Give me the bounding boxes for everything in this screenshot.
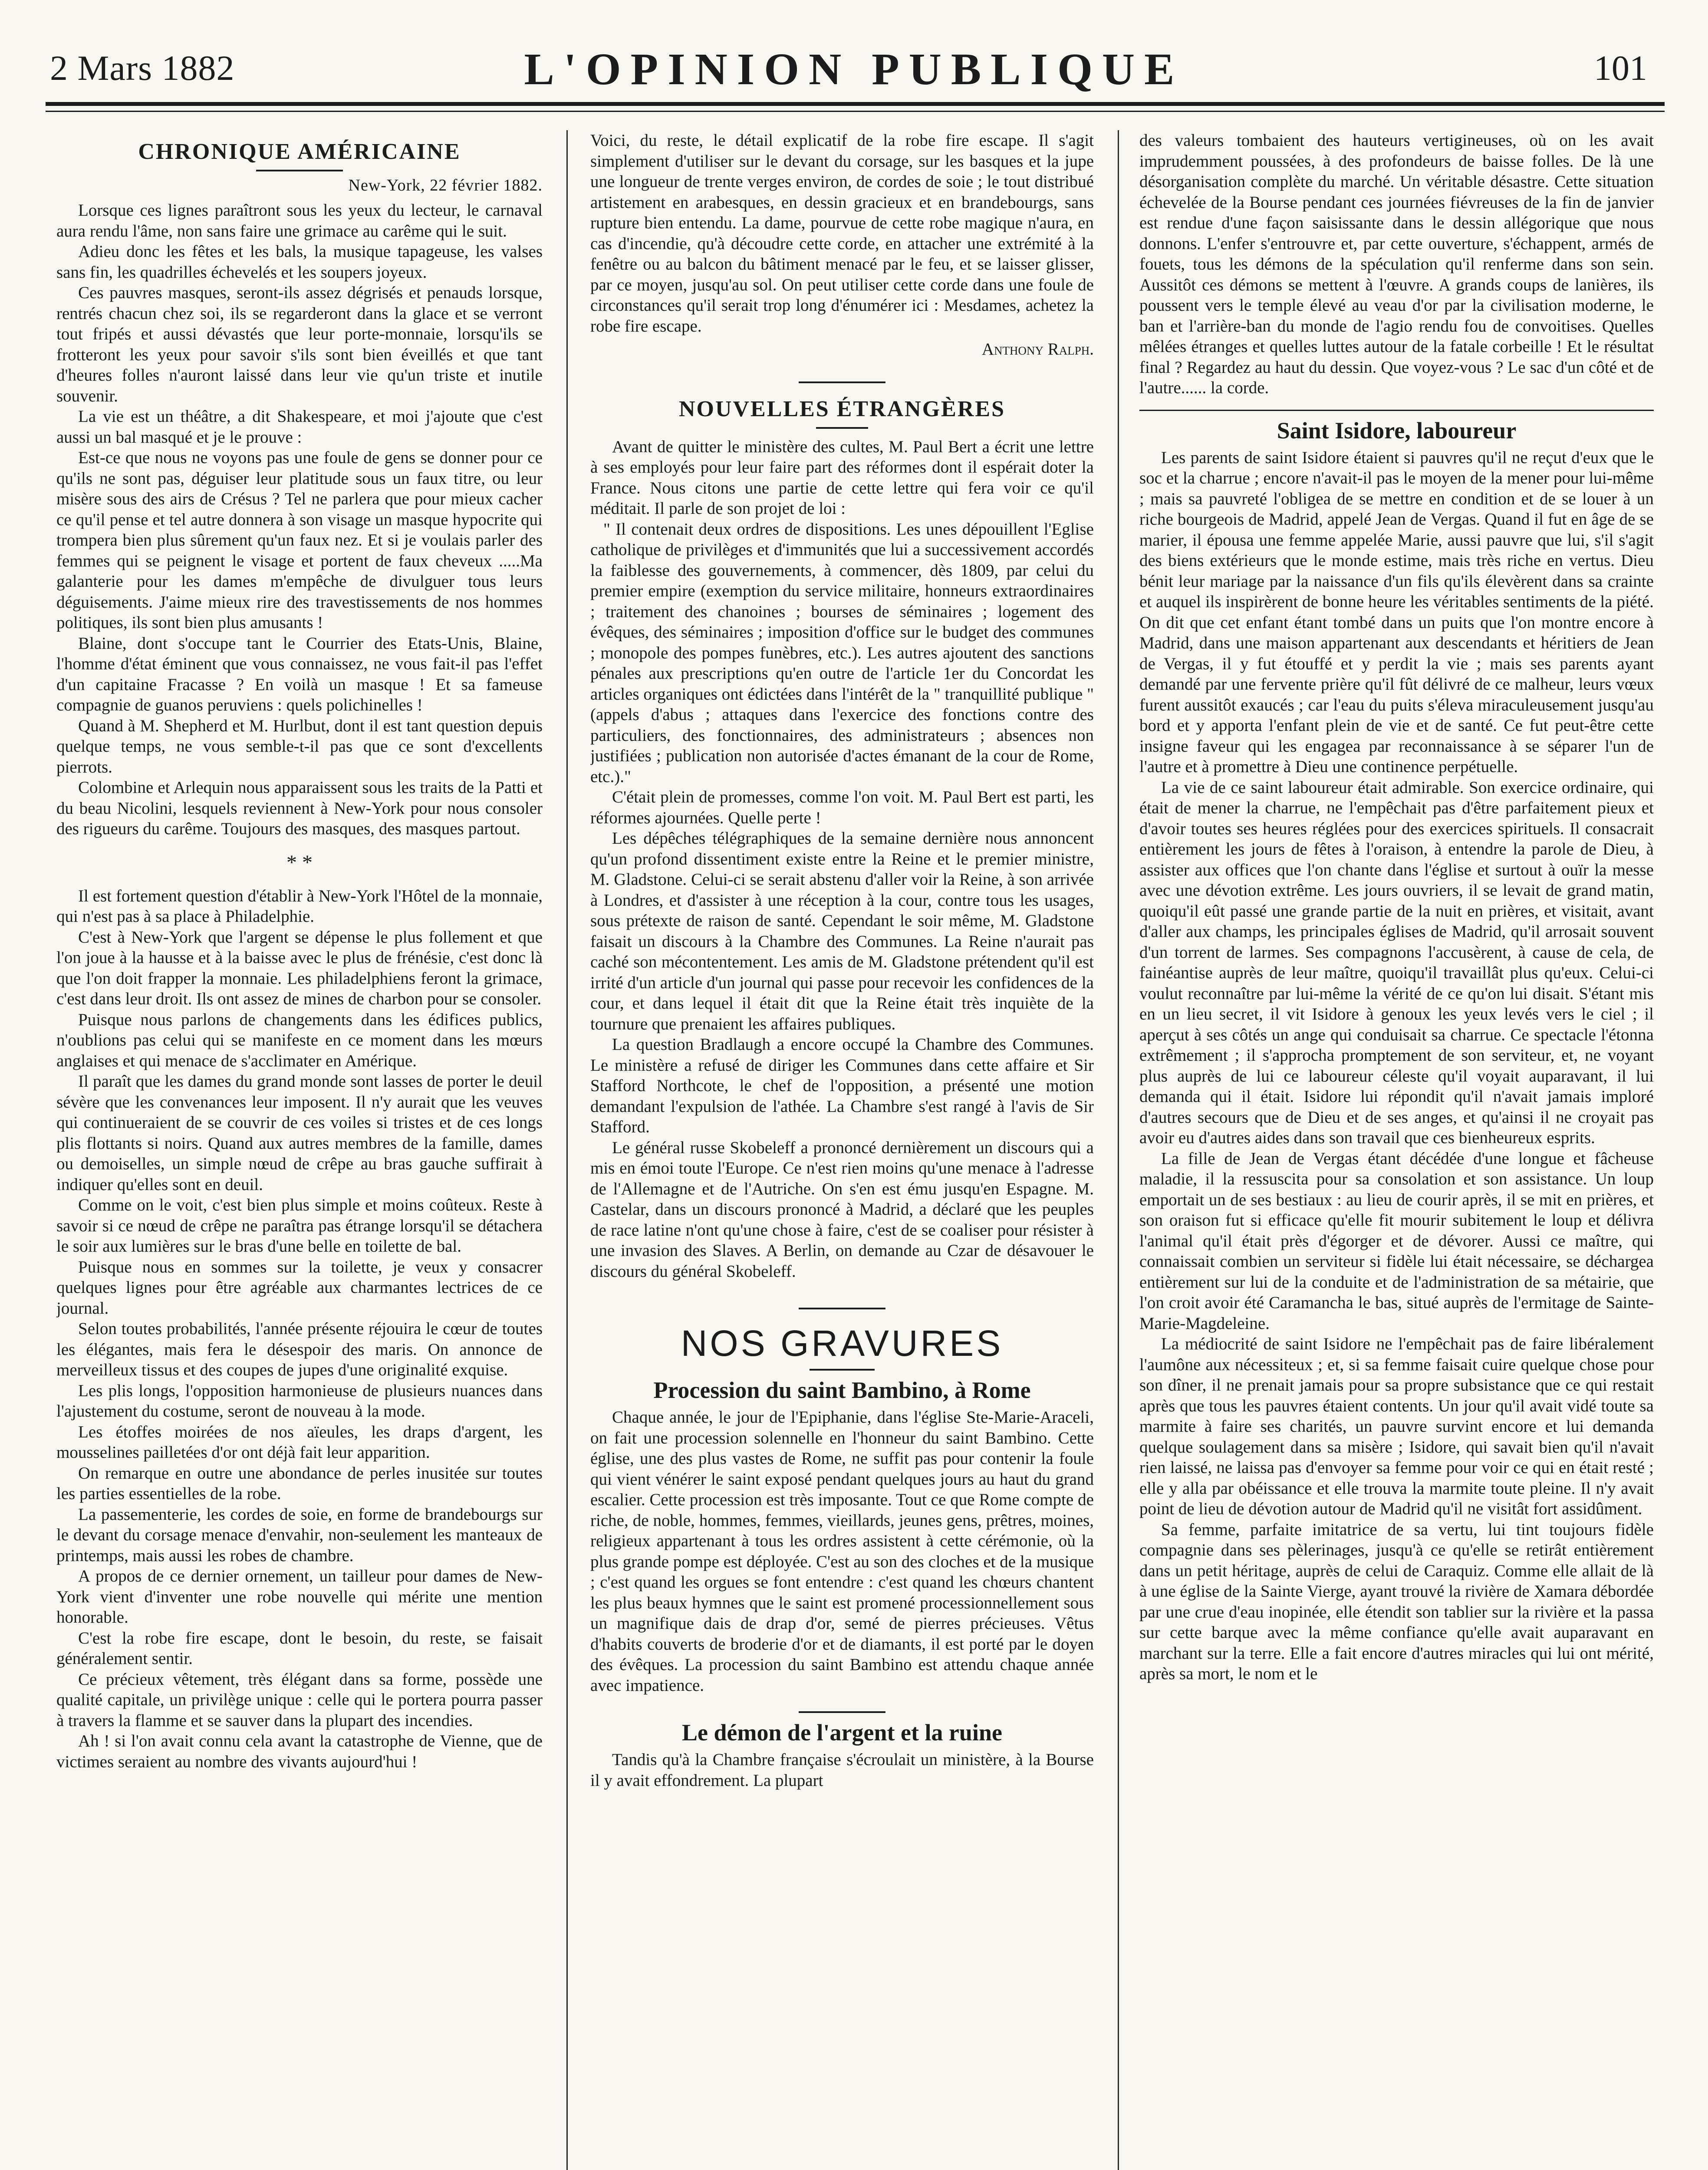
- section-rule: [1139, 410, 1654, 411]
- paragraph: Blaine, dont s'occupe tant le Courrier des Etats-Unis, Blaine, l'homme d'état éminent que vous connaissez, ne vous fait-il pas l'effet d'un capitaine Fracasse ? En voilà un masque ! Et sa fameuse compagnie de guanos peruviens : quels polichinelles !: [56, 634, 543, 714]
- paragraph: C'est à New-York que l'argent se dépense le plus follement et que l'on joue à la hausse et à la baisse avec le plus de frénésie, c'est donc là que l'on doit frapper la monnaie. Les philadelphiens feront la grimace, c'est dans leur droit. Ils ont assez de mines de charbon pour se consoler.: [56, 927, 543, 1008]
- paragraph: Avant de quitter le ministère des cultes, M. Paul Bert a écrit une lettre à ses employés pour leur faire part des réformes dont il espérait doter la France. Nous citons une partie de cette lettre qui fera voir ce qu'il méditait. Il parle de son projet de loi :: [590, 437, 1094, 518]
- column-divider: [1118, 130, 1119, 2170]
- section-rule: [799, 381, 885, 383]
- paragraph: La médiocrité de saint Isidore ne l'empêchait pas de faire libéralement l'aumône aux nécessiteux ; et, si sa femme faisait cuire quelque chose pour son dîner, il ne prenait jamais pour sa propre subsistance que ce qui restait après que tous les pauvres étaient contents. Un jour qu'il avait vidé toute sa marmite à faire ses charités, un pauvre survint encore et lui demanda quelque soulagement dans sa misère ; Isidore, qui savait bien qu'il n'avait rien laissé, ne laissa pas d'envoyer sa femme pour voir ce qui en était resté ; elle y alla par obéissance et elle trouva la marmite toute pleine. Il n'y avait point de lieu de dévotion autour de Madrid qu'il ne visitât fort assidûment.: [1139, 1335, 1654, 1518]
- paragraph: Tandis qu'à la Chambre française s'écroulait un ministère, à la Bourse il y avait effondrement. La plupart: [590, 1750, 1094, 1790]
- article-title-nouvelles: NOUVELLES ÉTRANGÈRES: [678, 396, 1006, 421]
- column-3: [1139, 130, 1654, 2170]
- title-rule: [256, 170, 343, 171]
- title-rule: [810, 1369, 875, 1371]
- paragraph: La question Bradlaugh a encore occupé la Chambre des Communes. Le ministère a refusé de diriger les Communes dans cette affaire et Sir Stafford Northcote, le chef de l'opposition, a présenté une motion demandant l'expulsion de l'athée. La Chambre s'est rangé à l'avis de Sir Stafford.: [590, 1035, 1094, 1136]
- paragraph: La vie est un théâtre, a dit Shakespeare, et moi j'ajoute que c'est aussi un bal masqué et je le prouve :: [56, 407, 543, 447]
- paragraph: Puisque nous en sommes sur la toilette, je veux y consacrer quelques lignes pour être agréable aux charmantes lectrices de ce journal.: [56, 1257, 543, 1318]
- dateline: New-York, 22 février 1882.: [348, 176, 543, 194]
- page-number: 101: [1594, 48, 1647, 88]
- paragraph: La vie de ce saint laboureur était admirable. Son exercice ordinaire, qui était de mener la charrue, ne l'empêchait pas d'être parfaitement pieux et d'avoir toutes ses heures réglées pour des exercices spirituels. Il consacrait entièrement les jours de fêtes à l'oraison, à entendre la parole de Dieu, à assister aux offices que l'on chante dans l'église et surtout à ouïr la messe avec une dévotion extrême. Les jours ouvriers, il se levait de grand matin, quoiqu'il eût passé une grande partie de la nuit en prières, et visitait, avant d'aller aux champs, les principales églises de Madrid, qu'il arrosait souvent d'un torrent de larmes. Ses compagnons l'accusèrent, à cause de cela, de fainéantise auprès de leur maître, quoiqu'il travaillât plus qu'eux. Celui-ci voulut reconnaître par lui-même la vérité de ce qu'on lui disait. S'étant mis en un lieu secret, il vit Isidore à genoux les yeux levés vers le ciel ; il aperçut à ses côtés un ange qui conduisait sa charrue. Ce spectacle l'étonna extrêmement ; il s'approcha promptement de son serviteur, et, ne voyant plus auprès de lui ce laboureur céleste qu'il voyait auparavant, il lui demanda qui il était. Isidore lui répondit qu'il n'avait jamais imploré d'autres secours que de Dieu et de ses anges, et qu'ainsi il ne croyait pas avoir eu d'autres aides dans son travail que ces bienheureux esprits.: [1139, 778, 1654, 1147]
- paragraph: Les étoffes moirées de nos aïeules, les draps d'argent, les mousselines pailletées d'or ont déjà fait leur apparition.: [56, 1422, 543, 1462]
- paragraph: Comme on le voit, c'est bien plus simple et moins coûteux. Reste à savoir si ce nœud de crêpe ne paraîtra pas étrange lorsqu'il se détachera le soir aux lumières sur le bras d'une belle en toilette de bal.: [56, 1196, 543, 1256]
- paragraph: Il est fortement question d'établir à New-York l'Hôtel de la monnaie, qui n'est pas à sa place à Philadelphie.: [56, 886, 543, 926]
- paragraph: Est-ce que nous ne voyons pas une foule de gens se donner pour ce qu'ils ne sont pas, déguiser leur platitude sous un faux titre, ou leur misère sous des airs de Crésus ? Tel ne parlera que pour mieux cacher ce qu'il pense et tel autre donnera à son visage un masque hypocrite qui trompera bien plus sûrement qu'un faux nez. Et si je voulais parler des femmes qui se peignent le visage et portent de faux cheveux .....Ma galanterie pour les dames m'empêche de divulguer tous leurs déguisements. J'aime mieux rire des travestissements de nos hommes politiques, ils sont bien plus amusants !: [56, 448, 543, 632]
- masthead-rule-thin: [46, 111, 1665, 112]
- column-divider: [566, 130, 568, 2170]
- paragraph: Adieu donc les fêtes et les bals, la musique tapageuse, les valses sans fin, les quadrilles échevelés et les soupers joyeux.: [56, 242, 543, 282]
- article-title-isidore: Saint Isidore, laboureur: [1277, 417, 1517, 444]
- paragraph: Les parents de saint Isidore étaient si pauvres qu'il ne reçut d'eux que le soc et la charrue ; encore n'avait-il pas le moyen de la mener pour lui-même ; mais sa pauvreté l'obligea de se mettre en condition et de se louer à un riche bourgeois de Madrid, appelé Jean de Vergas. Quand il fut en âge de se marier, il épousa une femme appelée Marie, aussi pauvre que lui, s'il s'agit des biens extérieurs que le monde estime, mais très riche en vertus. Dieu bénit leur mariage par la naissance d'un fils qu'ils élevèrent dans sa crainte et auquel ils inspirèrent de bonne heure les véritables sentiments de la piété. On dit que cet enfant étant tombé dans un puits que l'on montre encore à Madrid, dans une maison appartenant aux descendants et héritiers de Jean de Vergas, il y fut étouffé et y perdit la vie ; mais ses parents ayant demandé par une fervente prière qu'il fût délivré de ce malheur, leurs vœux furent aussitôt exaucés ; car l'eau du puits s'éleva miraculeusement jusqu'au bord et y apporta l'enfant plein de vie et de santé. Ce fut peut-être cette insigne faveur qui les engagea par reconnaissance à se séparer l'un de l'autre et à promettre à Dieu une continence perpétuelle.: [1139, 448, 1654, 776]
- newspaper-title: L'OPINION PUBLIQUE: [524, 44, 1184, 94]
- paragraph: Ah ! si l'on avait connu cela avant la catastrophe de Vienne, que de victimes seraient au nombre des vivants aujourd'hui !: [56, 1732, 543, 1771]
- paragraph: Colombine et Arlequin nous apparaissent sous les traits de la Patti et du beau Nicolini, lesquels reviennent à New-York pour nous consoler des rigueurs du carême. Toujours des masques, des masques partout.: [56, 778, 543, 838]
- paragraph: Les dépêches télégraphiques de la semaine dernière nous annoncent qu'un profond dissentiment existe entre la Reine et le premier ministre, M. Gladstone. Celui-ci se serait abstenu d'aller voir la Reine, à son arrivée à Londres, et d'assister à une réception à la cour, contre tous les usages, sous prétexte de raison de santé. Cependant le soir même, M. Gladstone faisait un discours à la Chambre des Communes. La Reine n'aurait pas caché son mécontentement. Les amis de M. Gladstone prétendent qu'il est irrité d'un article d'un journal qui passe pour recevoir les confidences de la cour, et dans lequel il était dit que la Reine était très inquiète de la tournure que prenaient les affaires publiques.: [590, 829, 1094, 1033]
- article-title-gravures: NOS GRAVURES: [681, 1323, 1004, 1364]
- paragraph: La fille de Jean de Vergas étant décédée d'une longue et fâcheuse maladie, il la ressuscita pour sa consolation et son assistance. Un loup emportait un de ses bestiaux : au lieu de courir après, il se mit en prières, et son oraison fut si efficace qu'elle fit mourir subitement le loup et délivra l'animal qu'il était près d'égorger et de dévorer. Aussi ce maître, qui connaissait combien un serviteur si fidèle lui était nécessaire, se déchargea entièrement sur lui de la conduite et de l'administration de sa métairie, que l'on croit avoir été Caramancha le bas, situé auprès de l'ermitage de Sainte-Marie-Magdeleine.: [1139, 1149, 1654, 1333]
- paragraph: Selon toutes probabilités, l'année présente réjouira le cœur de toutes les élégantes, mais fera le désespoir des maris. On annonce de merveilleux tissus et des coupes de jupes d'une originalité exquise.: [56, 1319, 543, 1379]
- subhead-demon: Le démon de l'argent et la ruine: [682, 1720, 1002, 1746]
- paragraph: Le général russe Skobeleff a prononcé dernièrement un discours qui a mis en émoi toute l'Europe. Ce n'est rien moins qu'une menace à l'adresse de l'Allemagne et de l'Autriche. On s'en est ému jusqu'en Espagne. M. Castelar, dans un discours prononcé à Madrid, a déclaré que les peuples de race latine n'ont qu'une chose à faire, c'est de se coaliser pour résister à une invasion des Slaves. A Berlin, on demande au Czar de désavouer le discours du général Skobeleff.: [590, 1138, 1094, 1281]
- section-rule: [799, 1308, 885, 1309]
- paragraph: Il paraît que les dames du grand monde sont lasses de porter le deuil sévère que les convenances leur imposent. Il n'y aurait que les veuves qui continueraient de se couvrir de ces voiles si tristes et de ces longs plis flottants si noirs. Quand aux autres membres de la famille, dames ou demoiselles, un simple nœud de crêpe au bras gauche suffirait à indiquer qu'elles sont en deuil.: [56, 1072, 543, 1194]
- paragraph: Chaque année, le jour de l'Epiphanie, dans l'église Ste-Marie-Araceli, on fait une procession solennelle en l'honneur du saint Bambino. Cette église, une des plus vastes de Rome, ne suffit pas pour contenir la foule qui vient vénérer le saint exposé pendant quelques jours au haut du grand escalier. Cette procession est très imposante. Tout ce que Rome compte de riche, de noble, hommes, femmes, vieillards, jeunes gens, prêtres, moines, religieux appartenant à tous les ordres assistent à cette cérémonie, où la plus grande pompe est déployée. C'est au son des cloches et de la musique ; c'est quand les orgues se font entendre : c'est quand les chœurs chantent les plus beaux hymnes que le saint est promené processionnellement sous un magnifique dais de drap d'or, semé de pierres précieuses. Vêtus d'habits couverts de broderie d'or et de diamants, il est porté par le doyen des évêques. La procession du saint Bambino est attendu chaque année avec impatience.: [590, 1408, 1094, 1695]
- paragraph: Puisque nous parlons de changements dans les édifices publics, n'oublions pas celui qui se manifeste en ce moment dans les mœurs anglaises et qui menace de s'acclimater en Amérique.: [56, 1010, 543, 1070]
- column-1: [56, 130, 543, 2170]
- column-2: [590, 130, 1094, 2170]
- quoted-paragraph: " Il contenait deux ordres de dispositions. Les unes dépouillent l'Eglise catholique de privilèges et d'immunités que lui a successivement accordés la faiblesse des gouvernements, à commencer, dès 1809, par celui du premier empire (exemption du service militaire, honneurs extraordinaires ; traitement des chanoines ; bourses de séminaires ; logement des évêques, des séminaires ; imposition d'office sur le budget des communes ; monopole des pompes funèbres, etc.). Les autres ajoutent des sanctions pénales aux prescriptions qu'en outre de l'article 1er du Concordat les articles organiques ont édictées dans l'intérêt de la " tranquillité publique " (appels d'abus ; attaques dans l'exercice des fonctions contre des particuliers, des fonctionnaires, des administrateurs ; absences non justifiées ; publication non autorisée d'actes émanant de la cour de Rome, etc.).": [590, 519, 1094, 786]
- paragraph: Ce précieux vêtement, très élégant dans sa forme, possède une qualité capitale, un privilège unique : celle qui le portera pourra passer à travers la flamme et se sauver dans la plupart des incendies.: [56, 1670, 543, 1730]
- paragraph-continued: Voici, du reste, le détail explicatif de la robe fire escape. Il s'agit simplement d'utiliser sur le devant du corsage, sur les basques et la jupe une longueur de trente verges environ, de cordes de soie ; le tout distribué artistement en arabesques, en dessin gracieux et en brandebourgs, sans rupture bien entendu. La dame, pourvue de cette robe magique n'aura, en cas d'incendie, qu'à découdre cette corde, en attacher une extrémité à la fenêtre ou au balcon du bâtiment menacé par le feu, et se laisser glisser, par ce moyen, jusqu'au sol. On peut utiliser cette corde dans une foule de circonstances qu'il serait trop long d'énumérer ici : Mesdames, achetez la robe fire escape.: [590, 131, 1094, 335]
- paragraph: On remarque en outre une abondance de perles inusitée sur toutes les parties essentielles de la robe.: [56, 1463, 543, 1503]
- paragraph: Lorsque ces lignes paraîtront sous les yeux du lecteur, le carnaval aura rendu l'âme, non sans faire une grimace au carême qui le suit.: [56, 201, 543, 240]
- subhead-bambino: Procession du saint Bambino, à Rome: [653, 1377, 1031, 1403]
- paragraph-continued: des valeurs tombaient des hauteurs vertigineuses, où on les avait imprudemment poussées, à des profondeurs de baisse folles. De là une désorganisation complète du marché. Un véritable désastre. Cette situation échevelée de la Bourse pendant ces journées fiévreuses de la fin de janvier est rendue d'une façon saisissante dans le dessin allégorique que nous donnons. L'enfer s'entrouvre et, par cette ouverture, s'échappent, armés de fouets, tous les démons de la spéculation qu'il renferme dans son sein. Aussitôt ces démons se mettent à l'œuvre. A grands coups de lanières, ils poussent vers le temple élevé au veau d'or par la civilisation moderne, le ban et l'arrière-ban du monde de l'agio rendu fou de convoitises. Quelles mêlées étranges et quelles luttes autour de la fatale corbeille ! Et le résultat final ? Regardez au haut du dessin. Que voyez-vous ? Le sac d'un côté et de l'autre...... la corde.: [1139, 131, 1654, 397]
- masthead: [0, 43, 1708, 108]
- paragraph: C'est la robe fire escape, dont le besoin, du reste, se faisait généralement sentir.: [56, 1628, 543, 1668]
- issue-date: 2 Mars 1882: [50, 48, 235, 88]
- paragraph: Ces pauvres masques, seront-ils assez dégrisés et penauds lorsque, rentrés chacun chez soi, ils se regarderont dans la glace et se verront tout fripés et aussi dévastés que leur porte-monnaie, lorsqu'ils se frotteront les yeux pour savoir s'ils sont bien éveillés et que tant d'heures folles n'auront laissé dans leur vie qu'un triste et inutile souvenir.: [56, 283, 543, 405]
- paragraph: Les plis longs, l'opposition harmonieuse de plusieurs nuances dans l'ajustement du costume, seront de nouveau à la mode.: [56, 1381, 543, 1420]
- article-title-chronique: CHRONIQUE AMÉRICAINE: [138, 139, 461, 164]
- section-rule: [799, 1711, 885, 1713]
- title-rule: [816, 427, 868, 429]
- paragraph: A propos de ce dernier ornement, un tailleur pour dames de New-York vient d'inventer une robe nouvelle qui mérite une mention honorable.: [56, 1567, 543, 1627]
- paragraph: Sa femme, parfaite imitatrice de sa vertu, lui tint toujours fidèle compagnie dans ses pèlerinages, jusqu'à ce qu'elle se retirât entièrement dans un petit héritage, auprès de celui de Caraquiz. Comme elle allait de là à une église de la Sainte Vierge, ayant trouvé la rivière de Xamara débordée par une crue d'eau inopinée, elle étendit son tablier sur la rivière et la passa sur cette barque avec la même confiance qu'elle avait auparavant en marchant sur la terre. Elle a fait encore d'autres miracles qui lui ont mérité, après sa mort, le nom et le: [1139, 1520, 1654, 1683]
- paragraph: La passementerie, les cordes de soie, en forme de brandebourgs sur le devant du corsage menace d'envahir, non-seulement les manteaux de printemps, mais aussi les robes de chambre.: [56, 1505, 543, 1565]
- author-signature: Anthony Ralph.: [981, 340, 1094, 358]
- paragraph: Quand à M. Shepherd et M. Hurlbut, dont il est tant question depuis quelque temps, ne vous semble-t-il pas que ce sont d'excellents pierrots.: [56, 716, 543, 776]
- paragraph: C'était plein de promesses, comme l'on voit. M. Paul Bert est parti, les réformes ajournées. Quelle perte !: [590, 788, 1094, 827]
- masthead-rule: [46, 102, 1665, 106]
- section-break-stars: * *: [286, 851, 313, 874]
